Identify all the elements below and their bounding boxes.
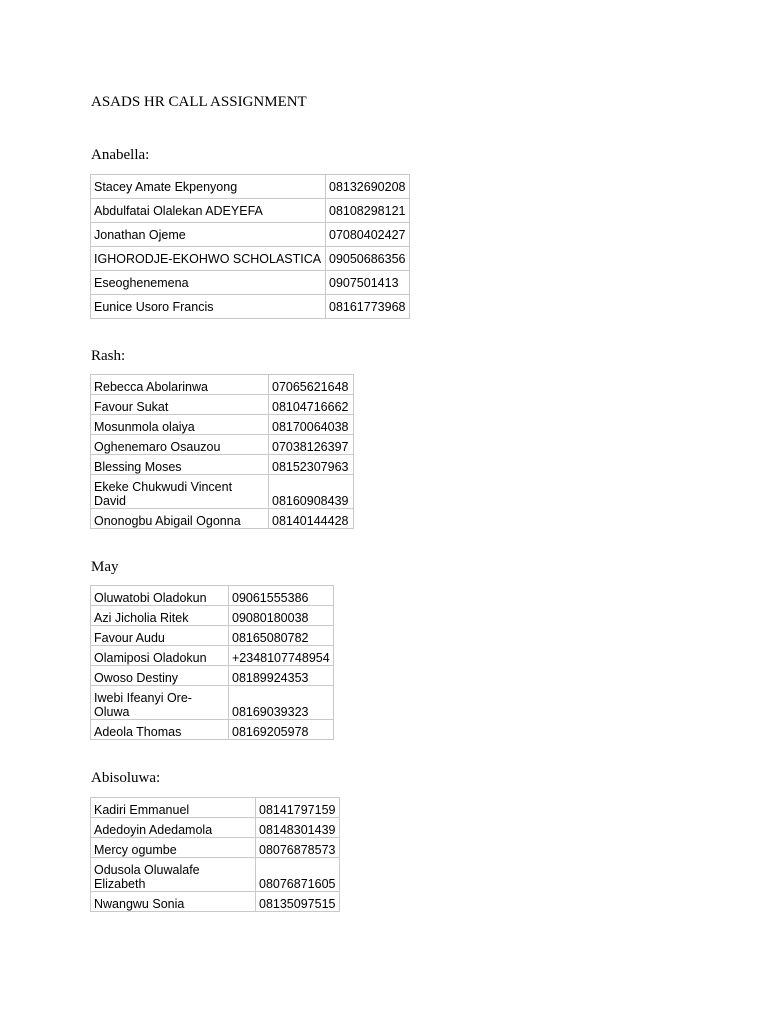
contact-phone: 08132690208: [326, 175, 410, 199]
contact-phone: 08152307963: [269, 455, 354, 475]
table-row: [91, 175, 410, 199]
contact-name: Oghenemaro Osauzou: [91, 435, 269, 455]
contact-name: Iwebi Ifeanyi Ore-Oluwa: [91, 686, 229, 720]
table-row: [91, 455, 354, 475]
contact-name: Adeola Thomas: [91, 720, 229, 740]
contact-phone: 08189924353: [229, 666, 334, 686]
contact-phone: 07038126397: [269, 435, 354, 455]
section-heading-anabella: Anabella:: [91, 147, 150, 163]
contact-name: Ononogbu Abigail Ogonna: [91, 509, 269, 529]
table-row: [91, 435, 354, 455]
contacts-table-abisoluwa: [90, 797, 340, 912]
contact-name: Kadiri Emmanuel: [91, 798, 256, 818]
contact-phone: 08148301439: [256, 818, 340, 838]
table-row: [91, 798, 340, 818]
table-row: [91, 475, 354, 509]
table-row: [91, 415, 354, 435]
contact-phone: 09080180038: [229, 606, 334, 626]
contact-name: Eseoghenemena: [91, 271, 326, 295]
table-row: [91, 626, 334, 646]
section-heading-may: May: [91, 559, 119, 575]
table-row: [91, 271, 410, 295]
contact-phone: 08160908439: [269, 475, 354, 509]
contact-phone: 09050686356: [326, 247, 410, 271]
contact-phone: 08076878573: [256, 838, 340, 858]
contact-name: Olamiposi Oladokun: [91, 646, 229, 666]
contact-phone: 08140144428: [269, 509, 354, 529]
contact-name: Abdulfatai Olalekan ADEYEFA: [91, 199, 326, 223]
contact-phone: 08076871605: [256, 858, 340, 892]
contact-name: Owoso Destiny: [91, 666, 229, 686]
table-row: [91, 666, 334, 686]
table-row: [91, 247, 410, 271]
contact-phone: 08141797159: [256, 798, 340, 818]
section-heading-abisoluwa: Abisoluwa:: [91, 770, 161, 786]
contact-name: Odusola Oluwalafe Elizabeth: [91, 858, 256, 892]
contacts-table-may: [90, 585, 334, 740]
table-row: [91, 646, 334, 666]
contact-name: Azi Jicholia Ritek: [91, 606, 229, 626]
table-row: [91, 858, 340, 892]
contact-phone: 08135097515: [256, 892, 340, 912]
table-row: [91, 199, 410, 223]
contact-name: Nwangwu Sonia: [91, 892, 256, 912]
table-row: [91, 375, 354, 395]
contact-name: IGHORODJE-EKOHWO SCHOLASTICA: [91, 247, 326, 271]
contact-name: Mosunmola olaiya: [91, 415, 269, 435]
contacts-table-rash: [90, 374, 354, 529]
section-heading-rash: Rash:: [91, 348, 126, 364]
contact-phone: 07080402427: [326, 223, 410, 247]
table-row: [91, 509, 354, 529]
contact-phone: 0907501413: [326, 271, 410, 295]
table-row: [91, 395, 354, 415]
table-row: [91, 720, 334, 740]
table-row: [91, 818, 340, 838]
contact-name: Blessing Moses: [91, 455, 269, 475]
contacts-table-anabella: [90, 174, 410, 319]
contact-phone: +2348107748954: [229, 646, 334, 666]
table-row: [91, 838, 340, 858]
table-row: [91, 586, 334, 606]
contact-phone: 08165080782: [229, 626, 334, 646]
contact-name: Rebecca Abolarinwa: [91, 375, 269, 395]
document-title: ASADS HR CALL ASSIGNMENT: [91, 94, 307, 110]
contact-phone: 08169039323: [229, 686, 334, 720]
contact-name: Stacey Amate Ekpenyong: [91, 175, 326, 199]
table-row: [91, 295, 410, 319]
contact-name: Adedoyin Adedamola: [91, 818, 256, 838]
contact-name: Eunice Usoro Francis: [91, 295, 326, 319]
contact-phone: 09061555386: [229, 586, 334, 606]
table-row: [91, 892, 340, 912]
table-row: [91, 606, 334, 626]
contact-phone: 08169205978: [229, 720, 334, 740]
contact-name: Ekeke Chukwudi Vincent David: [91, 475, 269, 509]
contact-phone: 07065621648: [269, 375, 354, 395]
contact-phone: 08104716662: [269, 395, 354, 415]
contact-phone: 08108298121: [326, 199, 410, 223]
contact-name: Favour Audu: [91, 626, 229, 646]
table-row: [91, 223, 410, 247]
contact-name: Favour Sukat: [91, 395, 269, 415]
contact-phone: 08170064038: [269, 415, 354, 435]
table-row: [91, 686, 334, 720]
contact-name: Oluwatobi Oladokun: [91, 586, 229, 606]
contact-name: Jonathan Ojeme: [91, 223, 326, 247]
contact-name: Mercy ogumbe: [91, 838, 256, 858]
contact-phone: 08161773968: [326, 295, 410, 319]
